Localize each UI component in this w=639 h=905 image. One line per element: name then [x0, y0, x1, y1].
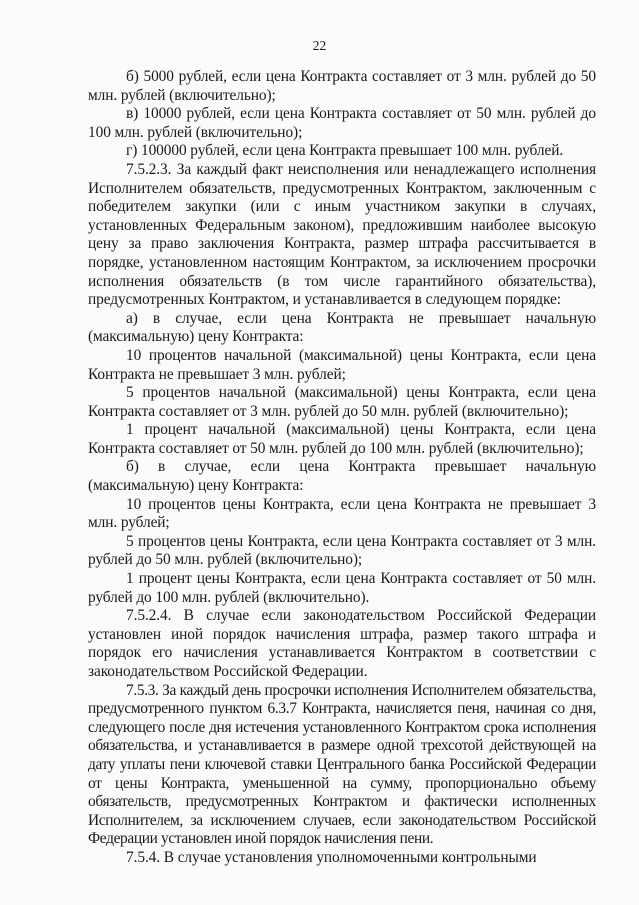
paragraph-a-5-percent: 5 процентов начальной (максимальной) цены Контракта, если цена Контракта составляет от 3 млн. рублей до 50 млн. рублей (включительно); — [88, 384, 596, 420]
paragraph-subclause-a: а) в случае, если цена Контракта не превышает начальную (максимальную) цену Контракта: — [88, 309, 596, 346]
paragraph-subclause-b: б) в случае, если цена Контракта превышает начальную (максимальную) цену Контракта: — [88, 458, 596, 495]
paragraph-clause-7-5-3: 7.5.3. За каждый день просрочки исполнения Исполнителем обязательства, предусмотренного пунктом 6.3.7 Контракта, начисляется пеня, начиная со дня, следующего после дня истечения установленного Контрактом срока исполнения обязательства, и устанавливается в размере одной трехсотой действующей на дату уплаты пени ключевой ставки Центрального банка Российской Федерации от цены Контракта, уменьшенной на сумму, пропорционально объему обязательств, предусмотренных Контрактом и фактически исполненных Исполнителем, за исключением случаев, если законодательством Российской Федерации установлен иной порядок начисления пени. — [88, 681, 596, 848]
paragraph-item-g-100000: г) 100000 рублей, если цена Контракта превышает 100 млн. рублей. — [126, 142, 564, 160]
paragraph-item-v-10000: в) 10000 рублей, если цена Контракта составляет от 50 млн. рублей до 100 млн. рублей (включительно); — [88, 105, 596, 141]
paragraph-b-10-percent: 10 процентов цены Контракта, если цена Контракта не превышает 3 млн. рублей; — [88, 495, 596, 532]
document-body — [88, 68, 596, 868]
paragraph-b-5-percent: 5 процентов цены Контракта, если цена Контракта составляет от 3 млн. рублей до 50 млн. рублей (включительно); — [88, 532, 596, 569]
paragraph-b-1-percent: 1 процент цены Контракта, если цена Контракта составляет от 50 млн. рублей до 100 млн. рублей (включительно). — [88, 570, 596, 606]
paragraph-a-10-percent: 10 процентов начальной (максимальной) цены Контракта, если цена Контракта не превышает 3 млн. рублей; — [88, 346, 596, 383]
paragraph-clause-7-5-4: 7.5.4. В случае установления уполномоченными контрольными — [126, 848, 537, 866]
page-number: 22 — [312, 38, 327, 53]
paragraph-clause-7-5-2-4: 7.5.2.4. В случае если законодательством Российской Федерации установлен иной порядок начисления штрафа, размер такого штрафа и порядок его начисления устанавливается Контрактом в соответствии с законодательством Российской Федерации. — [88, 607, 596, 680]
paragraph-a-1-percent: 1 процент начальной (максимальной) цены Контракта, если цена Контракта составляет от 50 млн. рублей до 100 млн. рублей (включительно); — [88, 421, 596, 457]
paragraph-clause-7-5-2-3: 7.5.2.3. За каждый факт неисполнения или ненадлежащего исполнения Исполнителем обязательств, предусмотренных Контрактом, заключенным с победителем закупки (или с иным участником закупки в случаях, установленных Федеральным законом), предложившим наиболее высокую цену за право заключения Контракта, размер штрафа рассчитывается в порядке, установленном настоящим Контрактом, за исключением просрочки исполнения обязательств (в том числе гарантийного обязательства), предусмотренных Контрактом, и устанавливается в следующем порядке: — [88, 160, 596, 309]
paragraph-item-b-5000: б) 5000 рублей, если цена Контракта составляет от 3 млн. рублей до 50 млн. рублей (включительно); — [88, 68, 596, 104]
